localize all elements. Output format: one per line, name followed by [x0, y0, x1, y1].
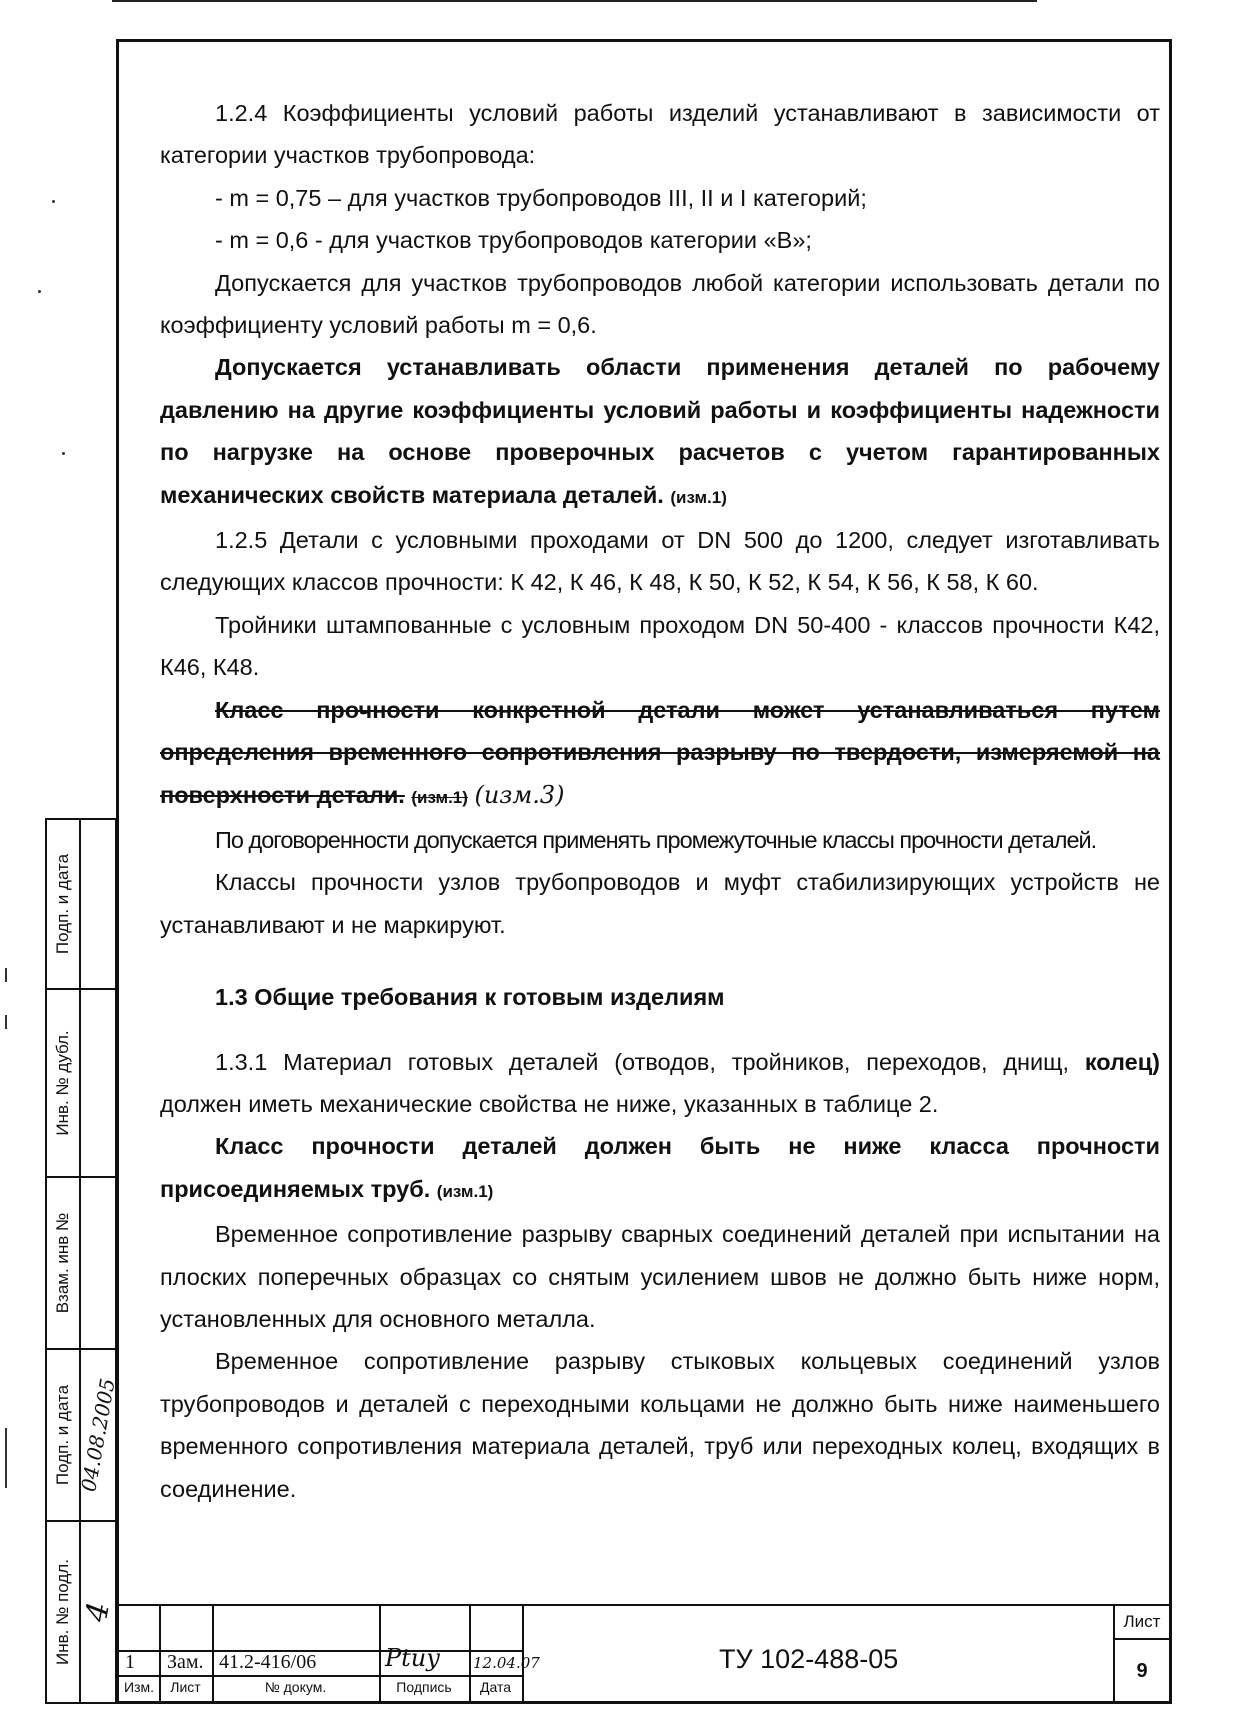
struck-paragraph [160, 689, 1160, 819]
margin-label: Подп. и дата [53, 853, 72, 955]
margin-cell-inv-podl [47, 1522, 115, 1702]
scan-mark [5, 1015, 7, 1029]
scan-mark [5, 968, 7, 982]
revision-date: 12.04.07 [473, 1654, 540, 1672]
list-item: - m = 0,6 - для участков трубопроводов категории «В»; [215, 227, 812, 254]
margin-cell-podp-data [47, 820, 115, 990]
paragraph-allowance: Допускается для участков трубопроводов любой категории использовать детали по коэффициенту условий работы m = 0,6. [160, 269, 1160, 339]
bold-text: колец) [1084, 1048, 1160, 1075]
bold-text: Класс прочности деталей должен быть не ниже класса прочности присоединяемых труб. [160, 1133, 1160, 1202]
scan-dot [62, 452, 65, 455]
handwritten-number: 4 [79, 1599, 117, 1625]
margin-label: Инв. № подл. [53, 1559, 72, 1665]
list-item: - m = 0,75 – для участков трубопроводов III, II и I категорий; [215, 184, 867, 211]
struck-change-note: (изм.1) [411, 787, 468, 807]
margin-cell-inv-dubl [47, 990, 115, 1178]
margin-cell-vzam-inv [47, 1178, 115, 1350]
paragraph-tees: Тройники штампованные с условным проходом DN 50-400 - классов прочности К42, К46, К48. [160, 611, 1160, 681]
margin-cell-podp-data-2 [47, 1350, 120, 1522]
revision-type: Зам. [167, 1651, 204, 1673]
title-block [119, 1604, 1169, 1701]
header-list: Лист [170, 1679, 201, 1695]
margin-label: Инв. № дубл. [53, 1030, 72, 1136]
section-heading-1-3: 1.3 Общие требования к готовым изделиям [215, 984, 725, 1011]
paragraph-1-3-1 [160, 1041, 1160, 1126]
paragraph-nodes: Классы прочности узлов трубопроводов и муфт стабилизирующих устройств не устанавливают и не маркируют. [160, 869, 1160, 938]
margin-label: Взам. инв № [53, 1212, 72, 1314]
header-doc: № докум. [264, 1679, 327, 1695]
paragraph-1-2-4: 1.2.4 Коэффициенты условий работы изделий устанавливают в зависимости от категории участков трубопровода: [160, 100, 1160, 169]
header-date: Дата [479, 1679, 511, 1695]
text-part: 1.3.1 Материал готовых деталей (отводов, тройников, переходов, днищ, [215, 1048, 1069, 1075]
change-note: (изм.1) [436, 1181, 494, 1201]
header-izm: Изм. [124, 1679, 154, 1695]
paragraph-butt: Временное сопротивление разрыву стыковых кольцевых соединений узлов трубопроводов и деталей с переходными кольцами не должно быть ниже наименьшего временного сопротивления материала деталей, труб или переходных колец, входящих в соединение. [160, 1348, 1160, 1502]
document-body [160, 92, 1160, 1510]
document-code: ТУ 102-488-05 [719, 1644, 899, 1674]
scan-dot [38, 290, 41, 293]
document-number: 41.2-416/06 [219, 1651, 317, 1673]
margin-label: Подп. и дата [53, 1384, 72, 1486]
scan-mark [5, 1428, 7, 1488]
sheet-label: Лист [1123, 1612, 1161, 1631]
revision-number: 1 [125, 1651, 135, 1673]
paragraph-agreement: По договоренности допускается применять промежуточные классы прочности деталей. [215, 826, 1097, 853]
text-part: должен иметь механические свойства не ниже, указанных в таблице 2. [160, 1090, 939, 1117]
header-sign: Подпись [396, 1679, 452, 1695]
struck-text: Класс прочности конкретной детали может устанавливаться путем определения временного сопротивления разрыву по твердости, измеряемой на поверхности детали. [160, 696, 1160, 808]
paragraph-class [160, 1125, 1160, 1213]
sheet-number: 9 [1136, 1660, 1148, 1682]
bold-text: Допускается устанавливать области применения деталей по рабочему давлению на другие коэффициенты условий работы и коэффициенты надежности по нагрузке на основе проверочных расчетов с учетом гарантированных механических свойств материала деталей. [160, 354, 1160, 508]
scan-dot [52, 200, 55, 203]
paragraph-weld: Временное сопротивление разрыву сварных соединений деталей при испытании на плоских поперечных образцах со снятым усилением швов не должно быть ниже норм, установленных для основного металла. [160, 1221, 1160, 1332]
paragraph-allowance-bold [160, 346, 1160, 519]
change-note: (изм.1) [670, 487, 727, 507]
signature: Ptuy [385, 1644, 440, 1672]
top-rule [112, 0, 1037, 2]
handwritten-change-note: (изм.3) [474, 780, 565, 809]
paragraph-1-2-5: 1.2.5 Детали с условными проходами от DN 500 до 1200, следует изготавливать следующих классов прочности: К 42, К 46, К 48, К 50, К 52, К 54, К 56, К 58, К 60. [160, 527, 1160, 596]
margin-stamp [45, 818, 120, 1704]
handwritten-date: 04.08.2005 [76, 1376, 120, 1494]
